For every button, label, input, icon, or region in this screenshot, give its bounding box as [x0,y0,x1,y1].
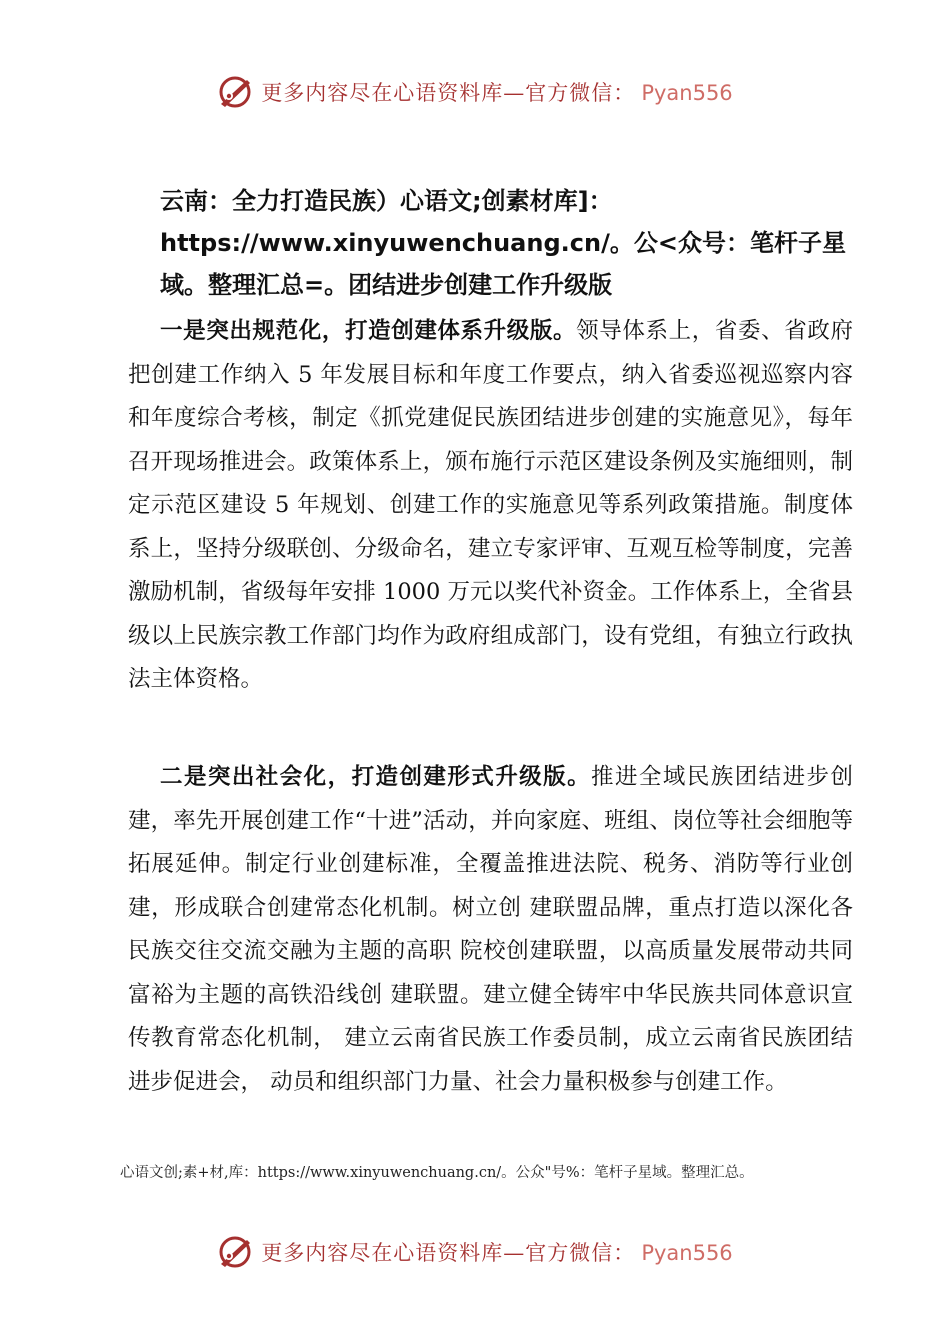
paragraph-2-lead: 二是突出社会化，打造创建形式升级版。 [160,764,592,790]
document-title: 云南：全力打造民族）心语文;创素材库]：https://www.xinyuwenchuang.cn/。公<众号：笔杆子星域。整理汇总=。团结进步创建工作升级版 [160,187,846,299]
header-banner-text: 更多内容尽在心语资料库—官方微信： Pyan556 [261,81,733,105]
red-pen-circle-logo-icon [217,1234,253,1270]
red-pen-circle-logo-icon [217,74,253,110]
paragraph-2 [128,756,853,1104]
paragraph-2-body: 推进全域民族团结进步创建，率先开展创建工作“十进”活动，并向家庭、班组、岗位等社会细胞等拓展延伸。制定行业创建标准，全覆盖推进法院、税务、消防等行业创建，形成联合创建常态化机制。树立创 建联盟品牌，重点打造以深化各民族交往交流交融为主题的高职 院校创建联盟，以高质量发展带动共同富裕为主题的高铁沿线创 建联盟。建立健全铸牢中华民族共同体意识宣传教育常态化机制， 建立云南省民族工作委员制，成立云南省民族团结进步促进会， 动员和组织部门力量、社会力量积极参与创建工作。 [128,764,853,1095]
footnote: 心语文创;素+材,库：https://www.xinyuwenchuang.cn/。公众"号%：笔杆子星域。整理汇总。 [120,1165,754,1181]
footer-banner [0,1228,950,1276]
paragraph-1 [128,310,853,702]
header-banner [0,68,950,116]
paragraph-1-body: 领导体系上，省委、省政府把创建工作纳入 5 年发展目标和年度工作要点，纳入省委巡视巡察内容和年度综合考核，制定《抓党建促民族团结进步创建的实施意见》，每年召开现场推进会。政策体系上，颁布施行示范区建设条例及实施细则，制定示范区建设 5 年规划、创建工作的实施意见等系列政策措施。制度体系上，坚持分级联创、分级命名，建立专家评审、互观互检等制度，完善激励机制，省级每年安排 1000 万元以奖代补资金。工作体系上，全省县级以上民族宗教工作部门均作为政府组成部门，设有党组，有独立行政执法主体资格。 [128,318,853,692]
footer-banner-text: 更多内容尽在心语资料库—官方微信： Pyan556 [261,1241,733,1265]
header-wechat-id: Pyan556 [641,81,733,105]
paragraph-1-lead: 一是突出规范化，打造创建体系升级版。 [160,318,577,344]
footer-wechat-id: Pyan556 [641,1241,733,1265]
